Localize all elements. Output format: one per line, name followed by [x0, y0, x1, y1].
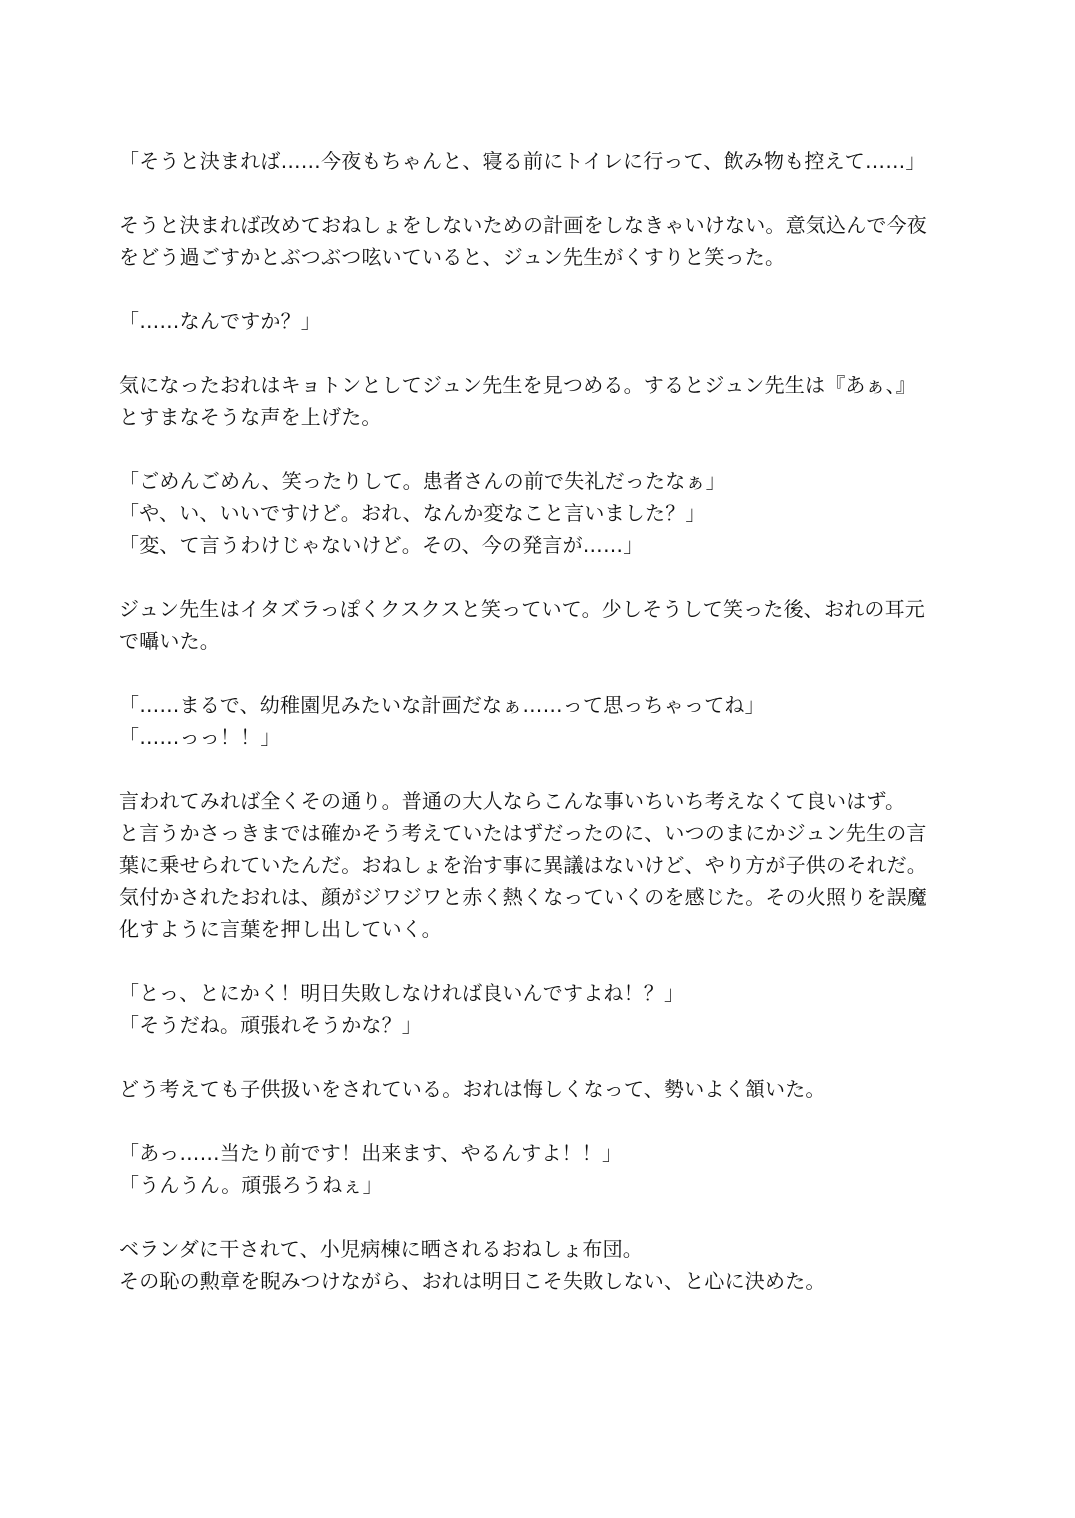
text-line: 「……なんですか？」: [119, 309, 321, 333]
blank-line: [119, 945, 959, 977]
text-line: ベランダに干されて、小児病棟に晒されるおねしょ布団。: [119, 1237, 643, 1261]
text-line: 「そうと決まれば……今夜もちゃんと、寝る前にトイレに行って、飲み物も控えて……」: [119, 149, 926, 173]
text-line: をどう過ごすかとぶつぶつ呟いていると、ジュン先生がくすりと笑った。: [119, 245, 786, 269]
text-line: 「変、て言うわけじゃないけど。その、今の発言が……」: [119, 533, 644, 557]
text-line: そうと決まれば改めておねしょをしないための計画をしなきゃいけない。意気込んで今夜: [119, 213, 927, 237]
text-line: 気になったおれはキョトンとしてジュン先生を見つめる。するとジュン先生は『あぁ、』: [119, 373, 916, 397]
text-line: どう考えても子供扱いをされている。おれは悔しくなって、勢いよく頷いた。: [119, 1077, 826, 1101]
blank-line: [119, 1041, 959, 1073]
text-line: 「そうだね。頑張れそうかな？」: [119, 1013, 422, 1037]
text-line: 「うんうん。頑張ろうねぇ」: [119, 1173, 383, 1197]
blank-line: [119, 1201, 959, 1233]
blank-line: [119, 337, 959, 369]
blank-line: [119, 657, 959, 689]
text-line: 「とっ、とにかく！明日失敗しなければ良いんですよね！？」: [119, 981, 685, 1005]
blank-line: [119, 273, 959, 305]
text-line: 気付かされたおれは、顔がジワジワと赤く熱くなっていくのを感じた。その火照りを誤魔: [119, 885, 927, 909]
text-line: とすまなそうな声を上げた。: [119, 405, 382, 429]
text-line: 「や、い、いいですけど。おれ、なんか変なこと言いました？」: [119, 501, 706, 525]
text-line: 葉に乗せられていたんだ。おねしょを治す事に異議はないけど、やり方が子供のそれだ。: [119, 853, 927, 877]
blank-line: [119, 753, 959, 785]
text-line: その恥の勲章を睨みつけながら、おれは明日こそ失敗しない、と心に決めた。: [119, 1269, 826, 1293]
text-line: 「ごめんごめん、笑ったりして。患者さんの前で失礼だったなぁ」: [119, 469, 726, 493]
body-text: [119, 145, 959, 1297]
text-line: 言われてみれば全くその通り。普通の大人ならこんな事いちいち考えなくて良いはず。: [119, 789, 906, 813]
text-line: ジュン先生はイタズラっぽくクスクスと笑っていて。少しそうして笑った後、おれの耳元: [119, 597, 925, 621]
text-line: 「……っっ！！」: [119, 725, 281, 749]
blank-line: [119, 177, 959, 209]
text-line: 「あっ……当たり前です！出来ます、やるんすよ！！」: [119, 1141, 623, 1165]
text-line: で囁いた。: [119, 629, 220, 653]
blank-line: [119, 561, 959, 593]
text-line: 化すように言葉を押し出していく。: [119, 917, 442, 941]
text-line: と言うかさっきまでは確かそう考えていたはずだったのに、いつのまにかジュン先生の言: [119, 821, 927, 845]
blank-line: [119, 433, 959, 465]
text-line: 「……まるで、幼稚園児みたいな計画だなぁ……って思っちゃってね」: [119, 693, 765, 717]
blank-line: [119, 1105, 959, 1137]
